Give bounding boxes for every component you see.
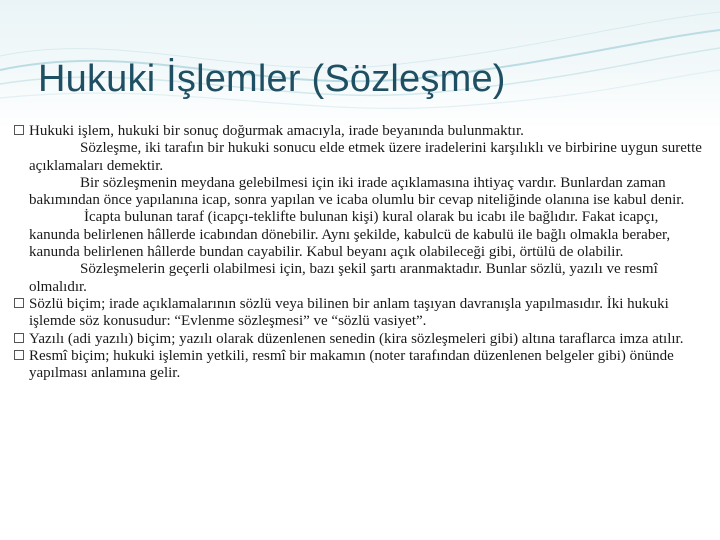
paragraph-text: Hukuki işlem, hukuki bir sonuç doğurmak amacıyla, irade beyanında bulunmaktır. (29, 123, 524, 139)
checkbox-icon (14, 298, 24, 308)
paragraph-text: Sözleşme, iki tarafın bir hukuki sonucu elde etmek üzere iradelerini karşılıklı ve birbirine uygun surette açıklamaları demektir. (29, 140, 702, 174)
bullet-paragraph-1 (14, 123, 708, 140)
paragraph-text: Yazılı (adi yazılı) biçim; yazılı olarak düzenlenen senedin (kira sözleşmeleri gibi) altına taraflarca imza atılır. (29, 330, 684, 347)
bullet-paragraph-2 (14, 296, 708, 331)
slide-title: Hukuki İşlemler (Sözleşme) (38, 58, 506, 100)
indented-paragraph-1 (14, 140, 708, 175)
bullet-paragraph-3 (14, 331, 708, 348)
indented-paragraph-4 (14, 261, 708, 296)
checkbox-icon (14, 333, 24, 343)
indented-paragraph-3 (14, 209, 708, 261)
paragraph-text: Resmî biçim; hukuki işlemin yetkili, resmî bir makamın (noter tarafından düzenlenen belgeler gibi) önünde yapılması anlamına gelir. (29, 347, 674, 382)
paragraph-text: Bir sözleşmenin meydana gelebilmesi için iki irade açıklamasına ihtiyaç vardır. Bunlardan zaman bakımından önce yapılanına icap, sonra yapılan ve icaba olumlu bir cevap niteliğinde olanına ise kabul denir. (29, 174, 685, 209)
slide-body (14, 123, 708, 382)
paragraph-text: Sözlü biçim; irade açıklamalarının sözlü veya bilinen bir anlam taşıyan davranışla yapılmasıdır. İki hukuki işlemde söz konusudur: “Evlenme sözleşmesi” ve “sözlü vasiyet”. (29, 295, 669, 330)
bullet-paragraph-4 (14, 348, 708, 383)
checkbox-icon (14, 350, 24, 360)
checkbox-icon (14, 125, 24, 135)
paragraph-text: İcapta bulunan taraf (icapçı-teklifte bulunan kişi) kural olarak bu icabı ile bağlıdır. Fakat icapçı, kanunda belirlenen hâllerde icabından dönebilir. Aynı şekilde, kabulcü de kabulü ile bağlı olmakla beraber, kanunda belirlenen hâllerde bundan cayabilir. Kabul beyanı açık olabileceği gibi, örtülü de olabilir. (29, 209, 671, 261)
paragraph-text: Sözleşmelerin geçerli olabilmesi için, bazı şekil şartı aranmaktadır. Bunlar sözlü, yazılı ve resmî olmalıdır. (29, 261, 658, 295)
indented-paragraph-2 (14, 175, 708, 210)
